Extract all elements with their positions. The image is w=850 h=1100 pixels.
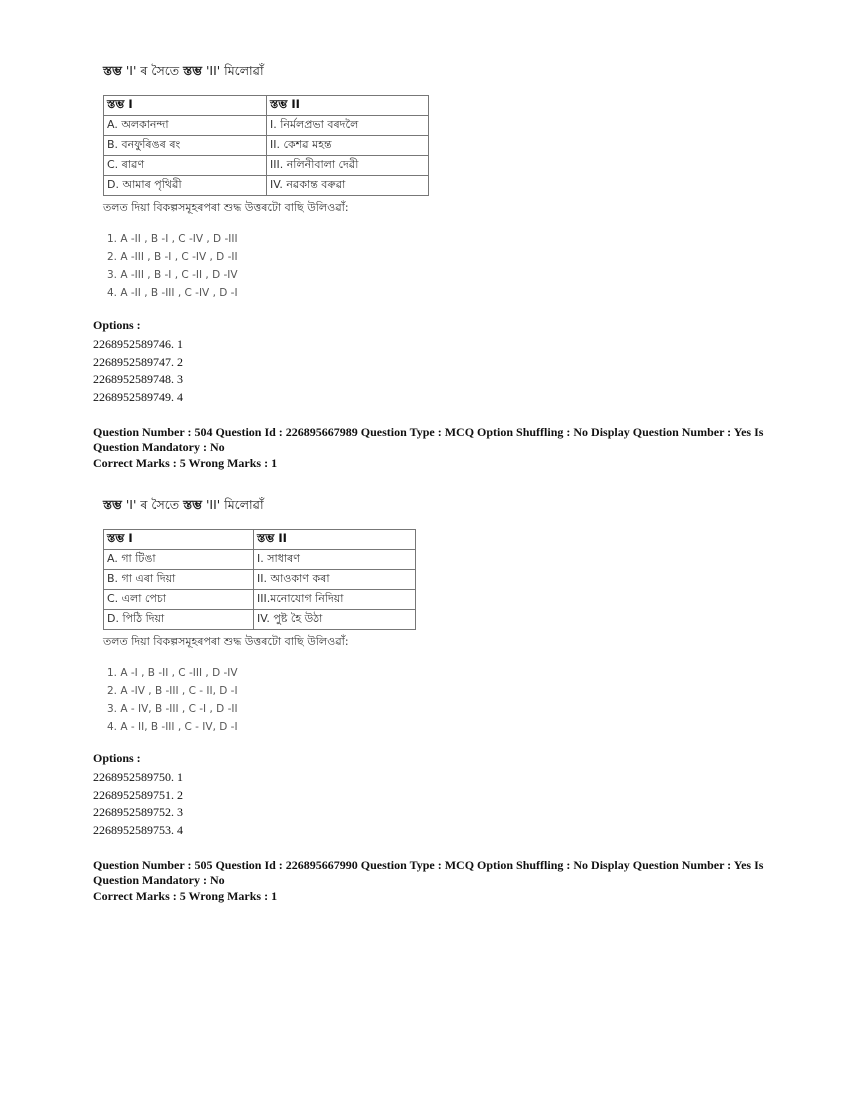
options-504 [93, 750, 183, 839]
options-label: Options : [93, 751, 141, 765]
table-row: B. বনফুৰিঙৰ ৰং II. কেশৱ মহন্ত [104, 136, 429, 156]
list-item: 4. A -II , B -III , C -IV , D -I [107, 287, 238, 299]
option-id: 2268952589753. 4 [93, 822, 183, 837]
header-column-1: স্তম্ভ I [104, 96, 267, 116]
options-label: Options : [93, 318, 141, 332]
question-504-title: স্তম্ভ 'I' ৰ সৈতে স্তম্ভ 'II' মিলোৱাঁ [103, 497, 264, 512]
answer-choices [107, 664, 416, 736]
options-503 [93, 317, 183, 406]
instruction-text: তলত দিয়া বিকল্পসমূহৰপৰা শুদ্ধ উত্তৰটো বাছি উলিওৱাঁ: [103, 635, 349, 648]
question-503-title: স্তম্ভ 'I' ৰ সৈতে স্তম্ভ 'II' মিলোৱাঁ [103, 63, 264, 78]
option-id: 2268952589749. 4 [93, 389, 183, 404]
title-col2: স্তম্ভ [183, 63, 202, 78]
question-503-image [103, 63, 429, 302]
question-505-meta [93, 858, 773, 904]
header-column-1: স্তম্ভ I [104, 530, 254, 550]
title-col1: স্তম্ভ [103, 497, 122, 512]
option-id: 2268952589750. 1 [93, 770, 183, 784]
table-row: C. ৰাৱণ III. নলিনীবালা দেৱী [104, 156, 429, 176]
option-id: 2268952589747. 2 [93, 354, 183, 369]
title-col2: স্তম্ভ [183, 497, 202, 512]
table-row: A. অলকানন্দা I. নিৰ্মলপ্ৰভা বৰদলৈ [104, 116, 429, 136]
list-item: 3. A - IV, B -III , C -I , D -II [107, 703, 238, 715]
list-item: 2. A -IV , B -III , C - II, D -I [107, 685, 238, 697]
table-row: B. গা এৰা দিয়া II. আওকাণ কৰা [104, 570, 416, 590]
question-504-meta [93, 425, 773, 471]
list-item: 3. A -III , B -I , C -II , D -IV [107, 269, 238, 281]
option-id: 2268952589752. 3 [93, 805, 183, 819]
table-row: D. আমাৰ পৃথিৱী IV. নৱকান্ত বৰুৱা [104, 176, 429, 196]
option-id: 2268952589748. 3 [93, 372, 183, 386]
instruction-text: তলত দিয়া বিকল্পসমূহৰপৰা শুদ্ধ উত্তৰটো বাছি উলিওৱাঁ: [103, 201, 349, 214]
table-row: D. পিঠি দিয়া IV. পুষ্ট হৈ উঠা [104, 610, 416, 630]
question-504-image [103, 497, 416, 736]
marks-info: Correct Marks : 5 Wrong Marks : 1 [93, 889, 278, 903]
table-header-row [104, 96, 429, 116]
question-info: Question Number : 505 Question Id : 226895667990 Question Type : MCQ Option Shuffling : No Display Question Number : Yes Is Question Mandatory : No [93, 858, 764, 887]
option-id: 2268952589746. 1 [93, 337, 183, 351]
title-col1: স্তম্ভ [103, 63, 122, 78]
match-table-504 [103, 529, 416, 630]
list-item: 1. A -II , B -I , C -IV , D -III [107, 233, 238, 245]
match-table-503 [103, 95, 429, 196]
header-column-2: স্তম্ভ II [267, 96, 429, 116]
question-info: Question Number : 504 Question Id : 226895667989 Question Type : MCQ Option Shuffling : No Display Question Number : Yes Is Question Mandatory : No [93, 425, 764, 454]
table-row: C. এলা পেচা III.মনোযোগ নিদিয়া [104, 590, 416, 610]
answer-choices [107, 230, 429, 302]
table-header-row [104, 530, 416, 550]
header-column-2: স্তম্ভ II [254, 530, 416, 550]
list-item: 2. A -III , B -I , C -IV , D -II [107, 251, 238, 263]
marks-info: Correct Marks : 5 Wrong Marks : 1 [93, 456, 278, 470]
list-item: 1. A -I , B -II , C -III , D -IV [107, 667, 238, 679]
option-id: 2268952589751. 2 [93, 787, 183, 802]
table-row: A. গা টিঙা I. সাধাৰণ [104, 550, 416, 570]
list-item: 4. A - II, B -III , C - IV, D -I [107, 721, 238, 733]
